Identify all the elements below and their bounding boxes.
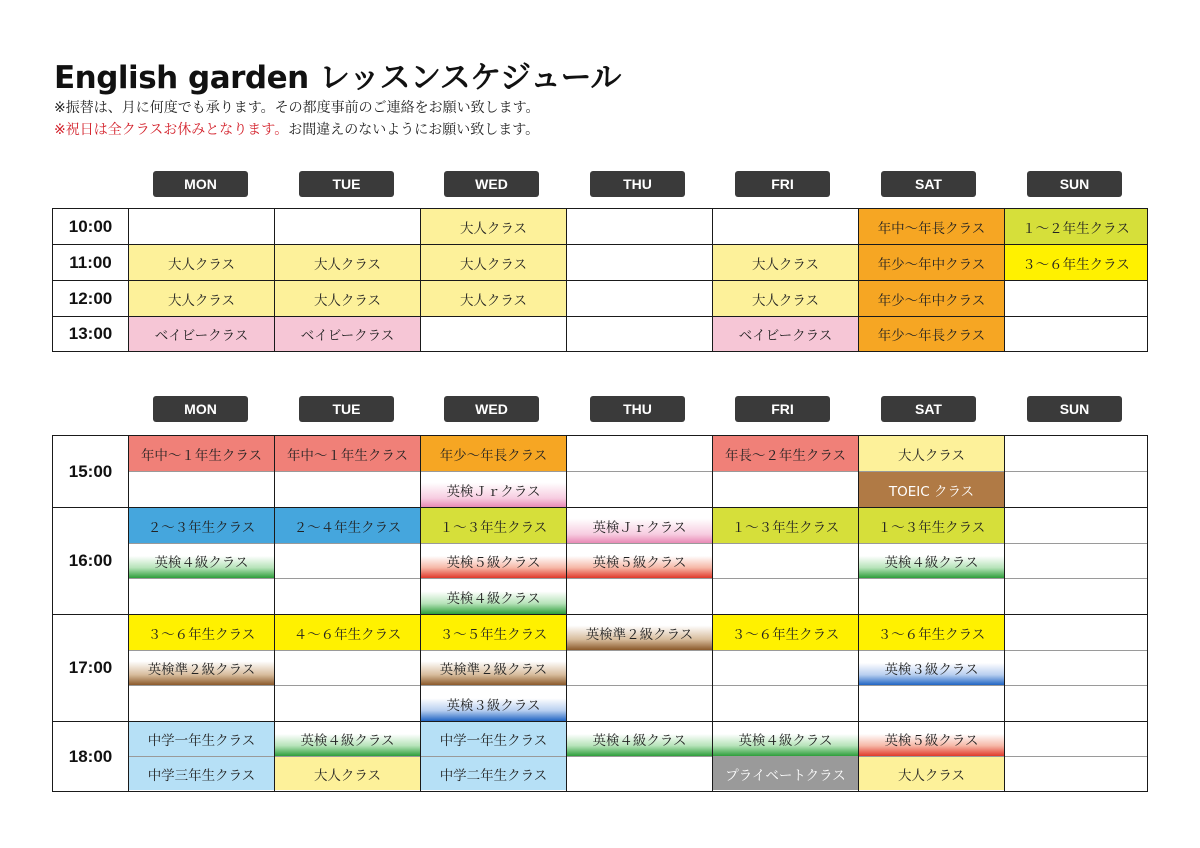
class-cell: 大人クラス <box>713 245 858 280</box>
class-cell <box>567 436 712 471</box>
class-cell: 英検４級クラス <box>567 722 712 756</box>
class-cell <box>567 686 712 721</box>
class-cell: 中学三年生クラス <box>129 757 274 790</box>
class-cell <box>713 579 858 614</box>
time-label: 10:00 <box>68 216 113 236</box>
day-header-sat: SAT <box>881 396 976 422</box>
row-12 <box>53 280 1147 316</box>
class-cell: 英検４級クラス <box>275 722 420 756</box>
class-cell: 中学二年生クラス <box>421 757 566 790</box>
note-makeup-lessons: ※振替は、月に何度でも承ります。その都度事前のご連絡をお願い致します。 <box>54 100 540 116</box>
class-cell: 年長〜２年生クラス <box>713 436 858 471</box>
morning-day-header-row <box>0 171 1200 197</box>
class-cell: 英検４級クラス <box>859 544 1004 578</box>
class-cell: 大人クラス <box>421 245 566 280</box>
class-cell: ベイビークラス <box>713 317 858 351</box>
class-cell <box>275 579 420 614</box>
class-cell <box>1005 544 1147 578</box>
class-cell: 英検３級クラス <box>421 686 566 721</box>
class-cell <box>1005 615 1147 650</box>
class-cell <box>275 544 420 578</box>
class-cell: 年中〜年長クラス <box>859 209 1004 244</box>
class-cell: 年中〜１年生クラス <box>275 436 420 471</box>
class-cell: 英検Ｊｒクラス <box>421 472 566 507</box>
day-header-wed: WED <box>444 171 539 197</box>
note-holidays-rest: お間違えのないようにお願い致します。 <box>288 122 540 138</box>
class-cell <box>567 281 712 316</box>
class-cell <box>567 209 712 244</box>
class-cell: 英検Ｊｒクラス <box>567 508 712 543</box>
class-cell <box>567 579 712 614</box>
class-cell: 英検５級クラス <box>421 544 566 578</box>
time-label: 16:00 <box>68 551 113 570</box>
day-header-fri: FRI <box>735 171 830 197</box>
class-cell: １〜３年生クラス <box>859 508 1004 543</box>
day-header-sat: SAT <box>881 171 976 197</box>
note-holidays-warning: ※祝日は全クラスお休みとなります。 <box>54 122 289 138</box>
class-cell: 英検５級クラス <box>859 722 1004 756</box>
class-cell: 大人クラス <box>275 281 420 316</box>
class-cell: 大人クラス <box>713 281 858 316</box>
class-cell: TOEIC クラス <box>859 472 1004 507</box>
row-10 <box>53 209 1147 244</box>
class-cell <box>1005 757 1147 790</box>
class-cell: ４〜６年生クラス <box>275 615 420 650</box>
morning-schedule-grid <box>52 208 1148 352</box>
class-cell: 大人クラス <box>859 757 1004 790</box>
class-cell <box>1005 508 1147 543</box>
class-cell: 大人クラス <box>421 281 566 316</box>
time-label: 18:00 <box>68 746 113 766</box>
day-header-wed: WED <box>444 396 539 422</box>
day-header-thu: THU <box>590 171 685 197</box>
class-cell <box>1005 686 1147 721</box>
class-cell: 大人クラス <box>421 209 566 244</box>
day-header-tue: TUE <box>299 396 394 422</box>
time-label: 13:00 <box>68 324 113 343</box>
class-cell: 大人クラス <box>129 245 274 280</box>
class-cell <box>129 579 274 614</box>
class-cell: 中学一年生クラス <box>421 722 566 756</box>
day-header-thu: THU <box>590 396 685 422</box>
day-header-mon: MON <box>153 396 248 422</box>
class-cell: １〜３年生クラス <box>713 508 858 543</box>
time-label: 17:00 <box>68 658 113 677</box>
class-cell <box>859 579 1004 614</box>
class-cell: 英検４級クラス <box>421 579 566 614</box>
class-cell <box>1005 281 1147 316</box>
class-cell: 年少〜年長クラス <box>859 317 1004 351</box>
class-cell <box>1005 651 1147 685</box>
class-cell <box>567 651 712 685</box>
class-cell <box>1005 722 1147 756</box>
row-13 <box>53 316 1147 350</box>
afternoon-schedule-grid <box>52 435 1148 792</box>
class-cell: 英検準２級クラス <box>129 651 274 685</box>
class-cell <box>713 472 858 507</box>
class-cell <box>567 757 712 790</box>
day-header-sun: SUN <box>1027 396 1122 422</box>
class-cell: ３〜６年生クラス <box>859 615 1004 650</box>
class-cell: ベイビークラス <box>129 317 274 351</box>
class-cell: ３〜６年生クラス <box>713 615 858 650</box>
class-cell: 英検４級クラス <box>713 722 858 756</box>
class-cell: 年少〜年中クラス <box>859 281 1004 316</box>
class-cell: 英検準２級クラス <box>567 615 712 650</box>
class-cell <box>275 686 420 721</box>
time-label: 15:00 <box>68 461 113 481</box>
class-cell <box>129 686 274 721</box>
class-cell <box>567 317 712 351</box>
class-cell <box>275 472 420 507</box>
class-cell <box>129 209 274 244</box>
class-cell <box>713 544 858 578</box>
class-cell <box>713 686 858 721</box>
class-cell <box>567 472 712 507</box>
class-cell: 年少〜年中クラス <box>859 245 1004 280</box>
class-cell: １〜３年生クラス <box>421 508 566 543</box>
class-cell <box>275 209 420 244</box>
class-cell: １〜２年生クラス <box>1005 209 1147 244</box>
class-cell <box>421 317 566 351</box>
class-cell: ２〜３年生クラス <box>129 508 274 543</box>
class-cell <box>129 472 274 507</box>
day-header-sun: SUN <box>1027 171 1122 197</box>
class-cell <box>1005 472 1147 507</box>
class-cell: 中学一年生クラス <box>129 722 274 756</box>
class-cell: ２〜４年生クラス <box>275 508 420 543</box>
class-cell <box>1005 317 1147 351</box>
row-11 <box>53 244 1147 280</box>
class-cell <box>275 651 420 685</box>
class-cell <box>1005 436 1147 471</box>
class-cell <box>859 686 1004 721</box>
afternoon-day-header-row <box>0 396 1200 422</box>
class-cell: 英検準２級クラス <box>421 651 566 685</box>
time-label: 11:00 <box>69 252 112 272</box>
class-cell: 大人クラス <box>859 436 1004 471</box>
class-cell: 英検３級クラス <box>859 651 1004 685</box>
class-cell: プライベートクラス <box>713 757 858 790</box>
class-cell: 大人クラス <box>129 281 274 316</box>
class-cell <box>1005 579 1147 614</box>
class-cell <box>567 245 712 280</box>
page-title: English garden レッスンスケジュール <box>54 60 621 96</box>
class-cell <box>713 651 858 685</box>
class-cell: 大人クラス <box>275 245 420 280</box>
day-header-fri: FRI <box>735 396 830 422</box>
day-header-mon: MON <box>153 171 248 197</box>
class-cell: ３〜６年生クラス <box>129 615 274 650</box>
day-header-tue: TUE <box>299 171 394 197</box>
class-cell: 英検５級クラス <box>567 544 712 578</box>
time-label: 12:00 <box>68 288 113 308</box>
class-cell: ベイビークラス <box>275 317 420 351</box>
class-cell: 年中〜１年生クラス <box>129 436 274 471</box>
class-cell: ３〜６年生クラス <box>1005 245 1147 280</box>
note-holidays <box>54 119 539 139</box>
class-cell: 年少〜年長クラス <box>421 436 566 471</box>
class-cell <box>713 209 858 244</box>
class-cell: 大人クラス <box>275 757 420 790</box>
class-cell: 英検４級クラス <box>129 544 274 578</box>
class-cell: ３〜５年生クラス <box>421 615 566 650</box>
